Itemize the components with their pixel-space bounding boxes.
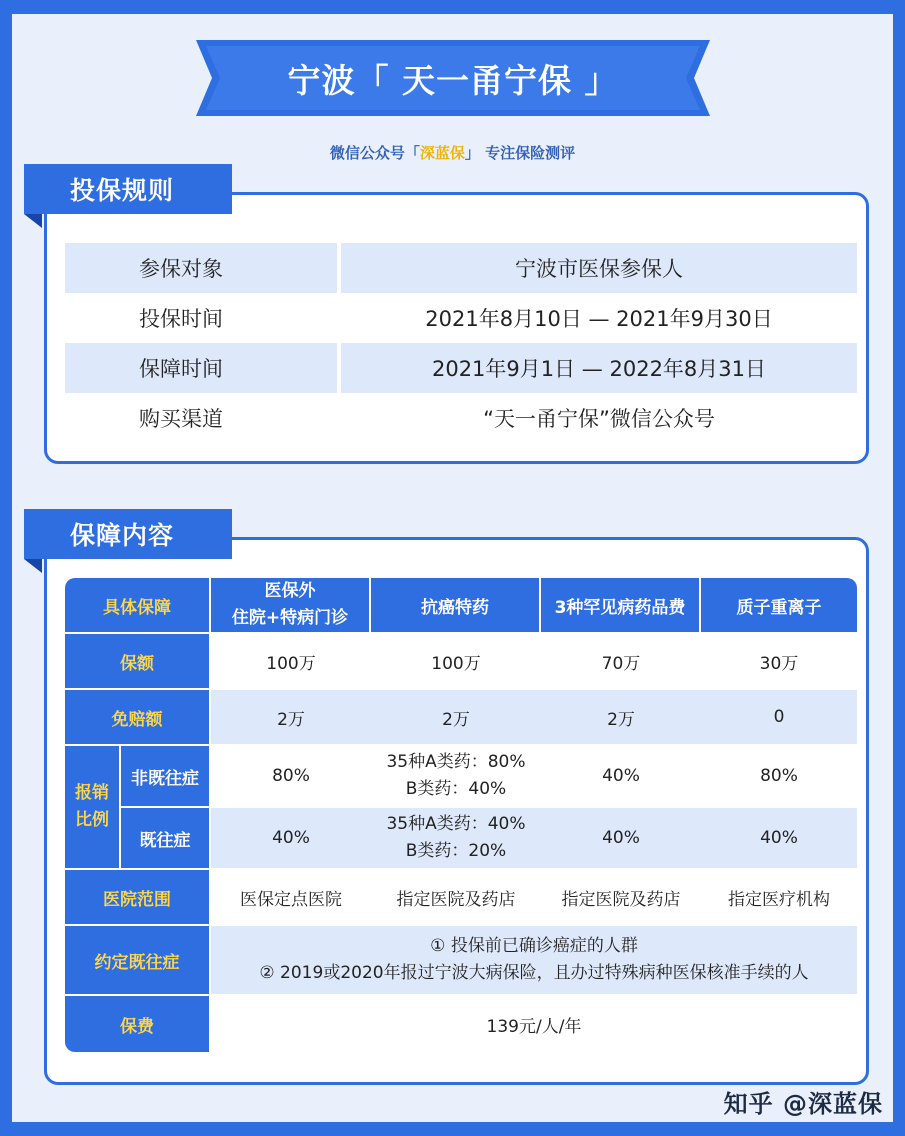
rules-key: 投保时间 (139, 307, 223, 331)
table-cell-merged: 139元/人/年 (486, 1016, 582, 1037)
brand-name: 深蓝保 (419, 144, 465, 162)
title-banner (196, 40, 710, 116)
table-cell: 指定医院及药店 (371, 870, 541, 926)
sub-row-label: 非既往症 (121, 746, 211, 808)
subtitle-prefix: 微信公众号「 (329, 144, 420, 162)
rules-table (65, 243, 857, 443)
rules-row (65, 243, 857, 293)
table-header-row (65, 578, 857, 634)
subtitle (0, 142, 905, 163)
table-cell: 0 (701, 690, 857, 746)
table-cell: 医保定点医院 (211, 870, 371, 926)
table-cell: 2万 (541, 690, 701, 746)
section-title-text: 保障内容 (70, 521, 175, 550)
header-label: 具体保障 (65, 578, 211, 634)
row-label: 约定既往症 (65, 926, 211, 996)
section-title-rules (24, 164, 232, 214)
table-cell: 40% (541, 746, 701, 808)
page-title: 宁波「 天一甬宁保 」 (287, 60, 619, 100)
section-title-coverage (24, 509, 232, 559)
table-row (65, 870, 857, 926)
table-row (65, 690, 857, 746)
table-row (65, 808, 857, 870)
table-cell: 30万 (701, 634, 857, 690)
table-cell: 2万 (371, 690, 541, 746)
rules-row (65, 293, 857, 343)
table-cell: 40% (701, 808, 857, 870)
table-cell: 80% (701, 746, 857, 808)
preexisting-line: ① 投保前已确诊癌症的人群 (430, 936, 638, 956)
table-cell: 80% (211, 746, 371, 808)
header-col: 医保外 住院+特病门诊 (211, 578, 371, 634)
rules-key: 参保对象 (65, 243, 337, 293)
row-label: 医院范围 (65, 870, 211, 926)
rules-row (65, 343, 857, 393)
rules-row (65, 393, 857, 443)
table-row (65, 926, 857, 996)
table-cell-merged (211, 926, 857, 996)
coverage-card (44, 537, 869, 1085)
table-cell: 100万 (211, 634, 371, 690)
row-label: 报销 比例 (65, 746, 121, 870)
subtitle-suffix: 」 专注保险测评 (464, 144, 576, 162)
table-cell: 35种A类药：80% B类药：40% (371, 746, 541, 808)
preexisting-line: ② 2019或2020年报过宁波大病保险，且办过特殊病种医保核准手续的人 (259, 963, 809, 983)
tab-fold (24, 559, 42, 573)
table-cell: 40% (211, 808, 371, 870)
table-cell: 40% (541, 808, 701, 870)
rules-card (44, 192, 869, 464)
table-cell: 指定医院及药店 (541, 870, 701, 926)
sub-row-label: 既往症 (121, 808, 211, 870)
table-row (65, 746, 857, 808)
row-label: 保额 (65, 634, 211, 690)
rules-value: “天一甬宁保”微信公众号 (483, 407, 715, 431)
table-cell: 100万 (371, 634, 541, 690)
rules-value: 2021年8月10日 — 2021年9月30日 (425, 307, 773, 331)
table-cell: 70万 (541, 634, 701, 690)
watermark-text: 知乎 @深蓝保 (723, 1090, 883, 1118)
rules-key: 购买渠道 (139, 407, 223, 431)
table-cell: 35种A类药：40% B类药：20% (371, 808, 541, 870)
table-cell: 2万 (211, 690, 371, 746)
rules-key: 保障时间 (65, 343, 337, 393)
header-col: 3种罕见病药品费 (541, 578, 701, 634)
rules-value: 宁波市医保参保人 (341, 243, 857, 293)
table-row (65, 634, 857, 690)
header-col: 质子重离子 (701, 578, 857, 634)
rules-value: 2021年9月1日 — 2022年8月31日 (341, 343, 857, 393)
row-label: 免赔额 (65, 690, 211, 746)
header-col: 抗癌特药 (371, 578, 541, 634)
section-title-text: 投保规则 (70, 176, 175, 205)
table-row (65, 996, 857, 1052)
table-cell: 指定医疗机构 (701, 870, 857, 926)
tab-fold (24, 214, 42, 228)
row-label: 保费 (65, 996, 211, 1052)
coverage-table (65, 578, 857, 1052)
